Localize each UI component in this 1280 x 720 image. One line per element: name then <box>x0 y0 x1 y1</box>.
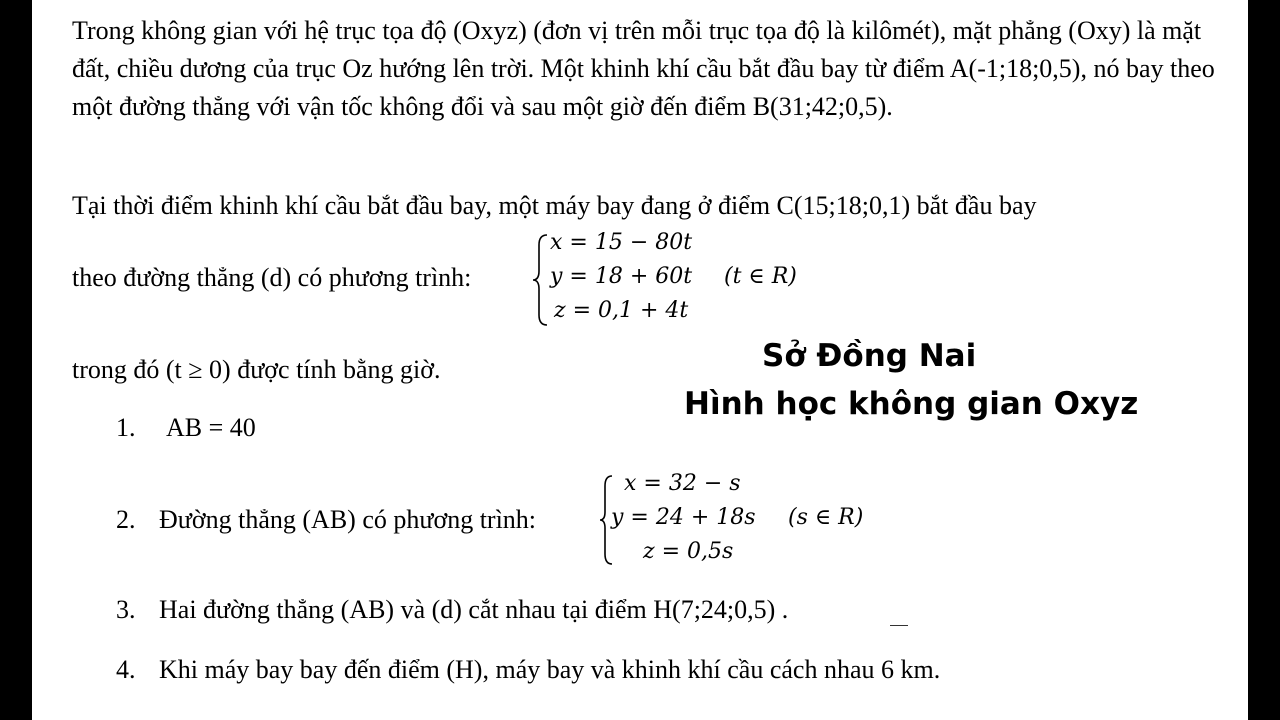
plane-sentence: Tại thời điểm khinh khí cầu bắt đầu bay, một máy bay đang ở điểm C(15;18;0,1) bắt đầu bay <box>72 191 1037 220</box>
watermark-line1: Sở Đồng Nai <box>762 338 977 374</box>
statement-4-number: 4. <box>116 655 136 684</box>
text-cursor-mark <box>890 625 908 626</box>
line-d-brace <box>532 233 550 327</box>
statement-2-text: Đường thẳng (AB) có phương trình: <box>159 505 537 534</box>
statement-1-number: 1. <box>116 413 136 442</box>
line-d-eq-y: y = 18 + 60t <box>550 264 693 289</box>
line-d-eq-x: x = 15 − 80t <box>550 230 693 255</box>
line-ab-eq-x: x = 32 − s <box>624 471 741 496</box>
watermark-line2: Hình học không gian Oxyz <box>684 386 1139 422</box>
line-d-label: theo đường thẳng (d) có phương trình: <box>72 263 472 292</box>
time-note: trong đó (t ≥ 0) được tính bằng giờ. <box>72 355 441 384</box>
statement-3-number: 3. <box>116 595 136 624</box>
document-page <box>32 0 1248 720</box>
line-ab-param: (s ∈ R) <box>788 505 864 530</box>
statement-4-text: Khi máy bay bay đến điểm (H), máy bay và khinh khí cầu cách nhau 6 km. <box>159 655 941 684</box>
problem-intro: Trong không gian với hệ trục tọa độ (Oxyz) (đơn vị trên mỗi trục tọa độ là kilômét), mặt phẳng (Oxy) là mặt đất, chiều dương của trục Oz hướng lên trời. Một khinh khí cầu bắt đầu bay từ điểm A(-1;18;0,5), nó bay theo một đường thẳng với vận tốc không đổi và sau một giờ đến điểm B(31;42;0,5). <box>72 16 1215 121</box>
line-ab-eq-z: z = 0,5s <box>643 539 734 564</box>
line-d-param: (t ∈ R) <box>724 264 797 289</box>
statement-3-text: Hai đường thẳng (AB) và (d) cắt nhau tại điểm H(7;24;0,5) . <box>159 595 789 624</box>
line-ab-eq-y: y = 24 + 18s <box>611 505 756 530</box>
statement-1-text: AB = 40 <box>166 413 256 442</box>
statement-2-number: 2. <box>116 505 136 534</box>
line-d-eq-z: z = 0,1 + 4t <box>554 298 689 323</box>
